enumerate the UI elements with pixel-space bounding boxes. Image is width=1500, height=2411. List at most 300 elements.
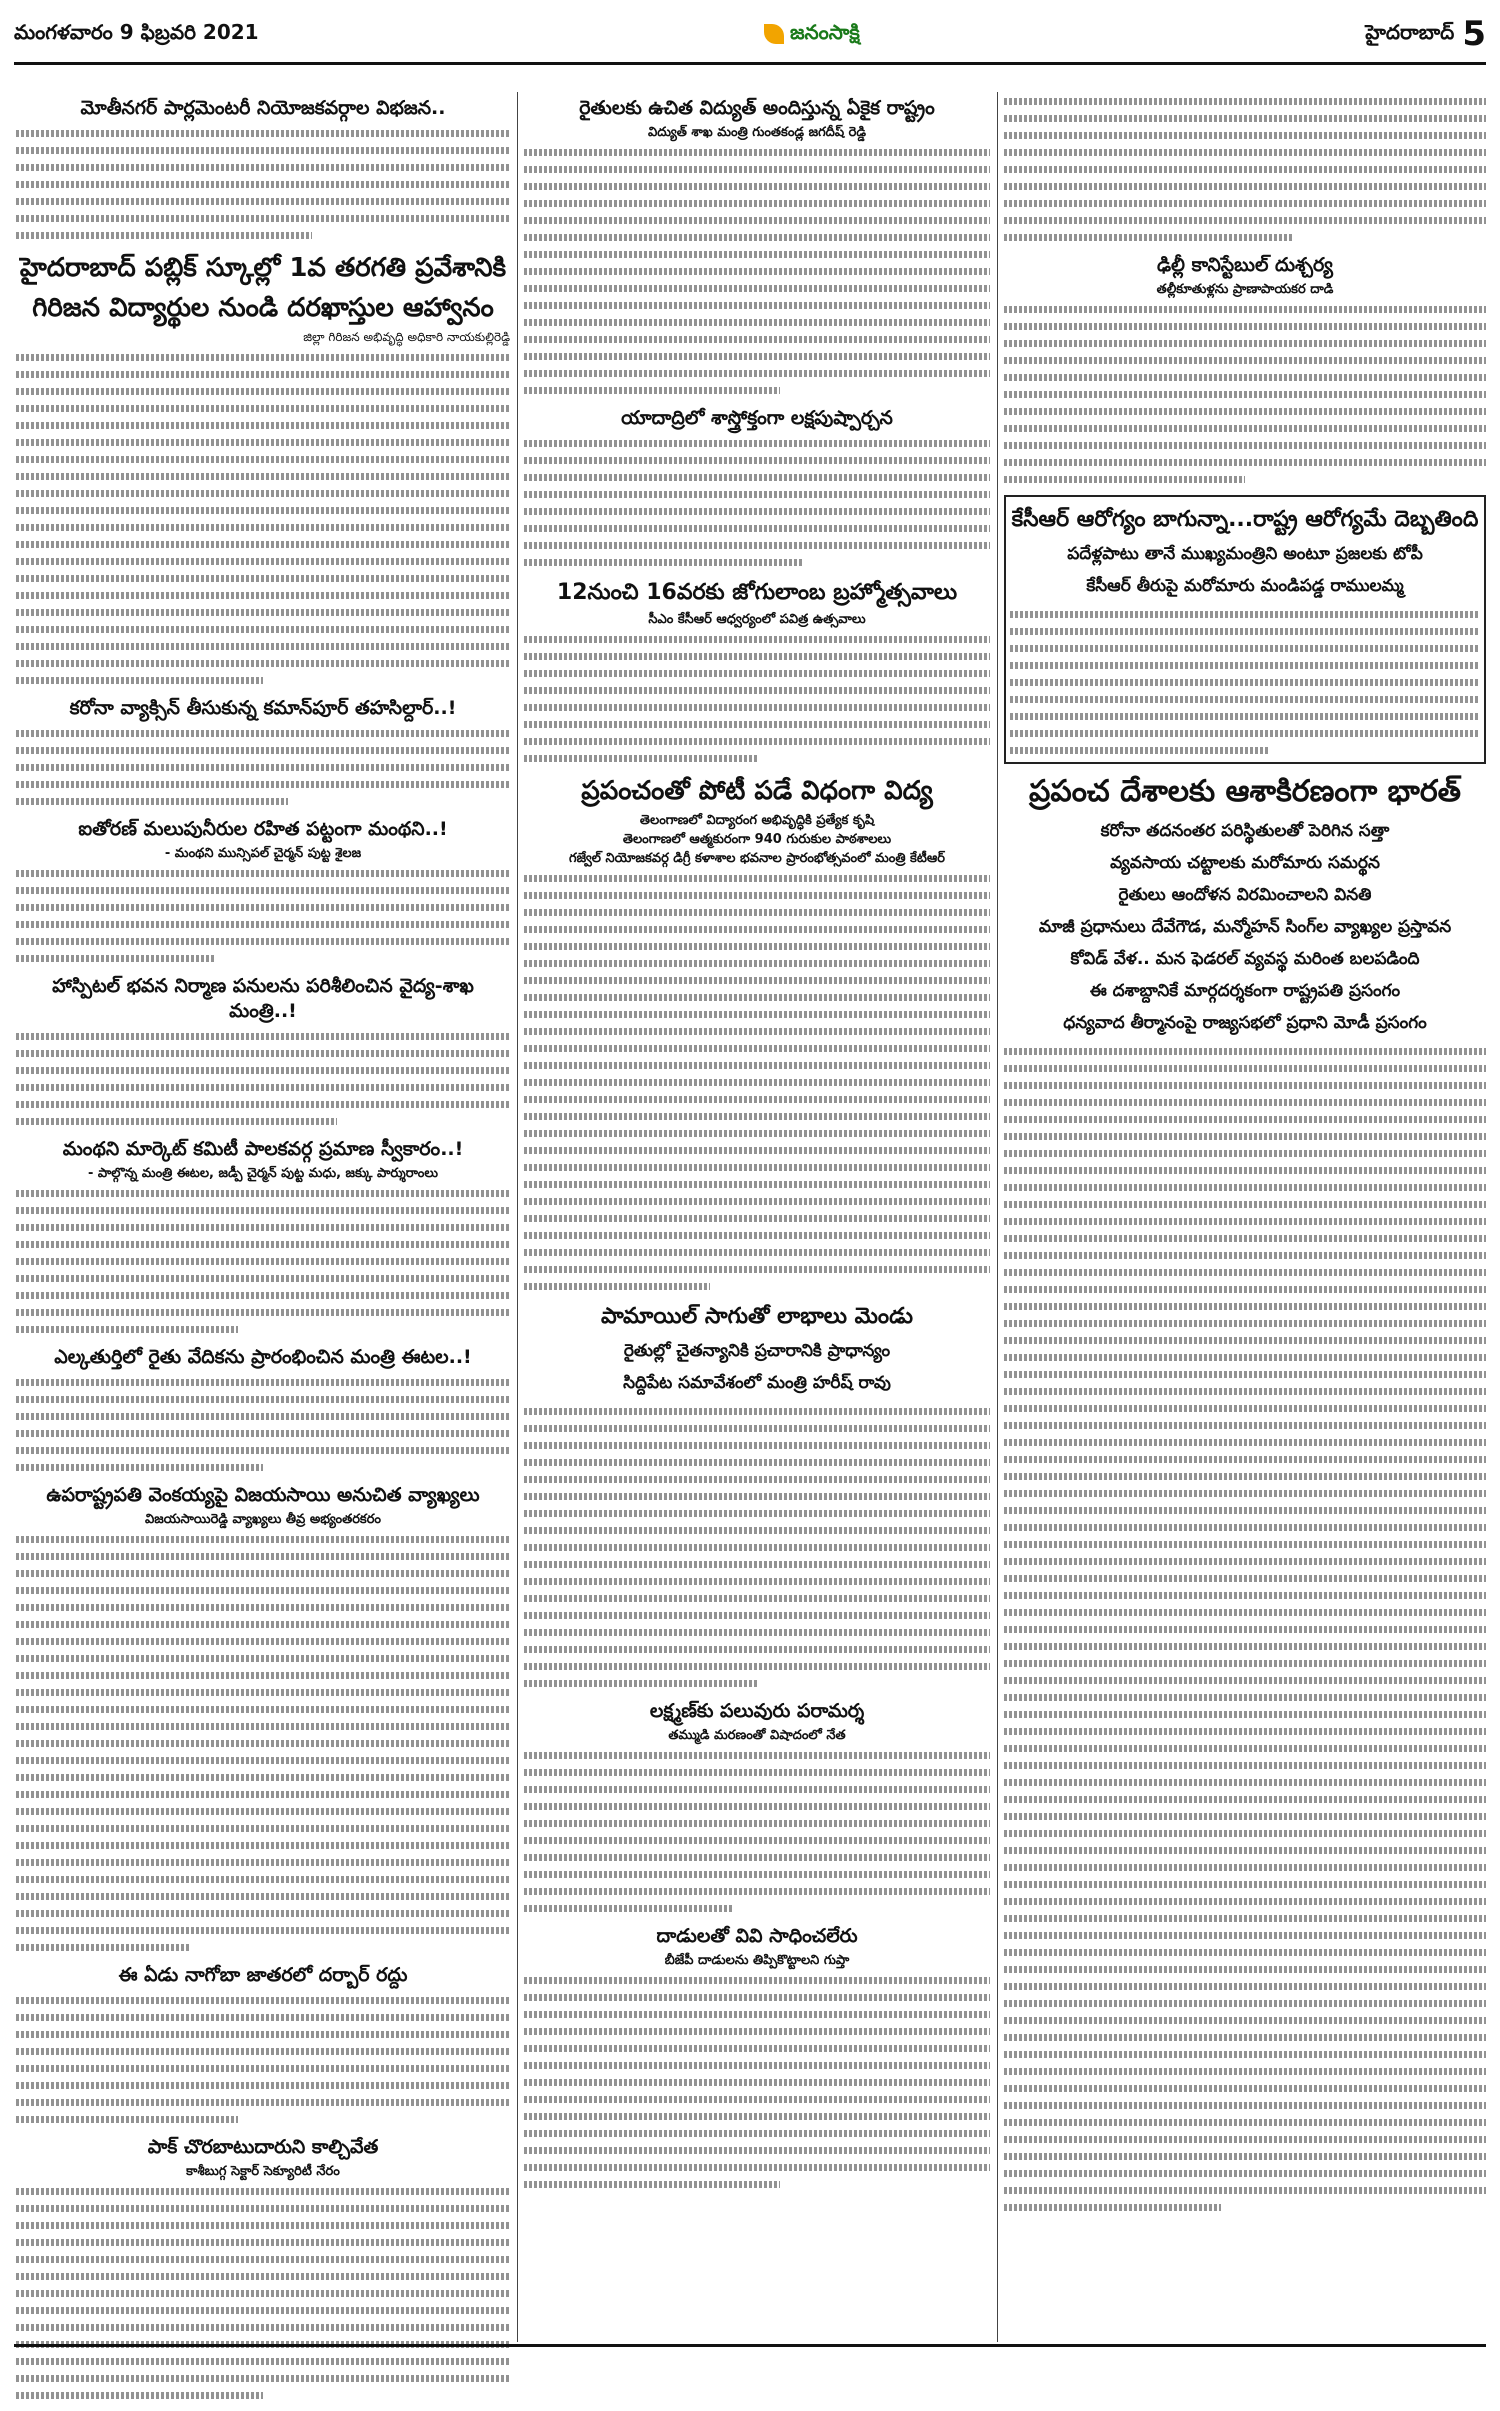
story [16, 1963, 510, 2127]
body-text-line [1004, 334, 1486, 351]
deck-line: ధన్యవాద తీర్మానంపై రాజ్యసభలో ప్రధాని మోడీ ప్రసంగం [1063, 1013, 1427, 1033]
body-text-line [524, 2073, 990, 2090]
body-text-line [16, 1530, 510, 1547]
body-text-line [1004, 1195, 1486, 1212]
story-headline: రైతులకు ఉచిత విద్యుత్ అందిస్తున్న ఏకైక రాష్ట్రం [579, 97, 935, 119]
body-text-line [1010, 707, 1480, 724]
body-text-line [524, 451, 990, 468]
body-text-line [16, 569, 510, 586]
body-text-line [524, 1402, 990, 1419]
story [16, 1137, 510, 1337]
body-text-line [1004, 2045, 1486, 2062]
story-headline: హాస్పిటల్ భవన నిర్మాణ పనులను పరిశీలించిన వైద్య-శాఖ మంత్రి..! [52, 975, 474, 1022]
body-text-line [16, 1870, 510, 1887]
body-text-line [1004, 402, 1486, 419]
story [16, 1345, 510, 1475]
body-text-line [1004, 1994, 1486, 2011]
body-text-line [1004, 1246, 1486, 1263]
body-text-line [524, 971, 990, 988]
body-text-line [524, 1277, 710, 1294]
body-text-line [524, 160, 990, 177]
body-text-line [16, 209, 510, 226]
body-text-line [1010, 673, 1480, 690]
story-headline: లక్ష్మణ్‌కు పలువురు పరామర్శ [649, 1700, 865, 1722]
body-text-line [16, 1564, 510, 1581]
body-text-line [16, 467, 510, 484]
body-text-line [16, 1734, 510, 1751]
body-text-line [16, 792, 288, 809]
story-subhead: విజయసాయిరెడ్డి వ్యాఖ్యలు తీవ్ర అభ్యంతరకరం [145, 1512, 381, 1527]
body-text-line [1004, 1824, 1486, 1841]
body-text-line [16, 1441, 510, 1458]
body-text-line [16, 637, 510, 654]
edition-name: హైదరాబాద్ [1365, 19, 1455, 44]
body-text-line [524, 1141, 990, 1158]
body-text-line [16, 881, 510, 898]
body-text-line [524, 1882, 990, 1899]
body-text-line [16, 1112, 337, 1129]
footer-rule [14, 2344, 1486, 2347]
story [524, 774, 990, 1294]
body-text-line [16, 416, 510, 433]
body-text-line [16, 433, 510, 450]
body-text-line [524, 468, 990, 485]
body-text-line [16, 1615, 510, 1632]
body-text-line [1004, 1569, 1486, 1586]
story-deck: సిద్దిపేట సమావేశంలో మంత్రి హరీష్ రావు [623, 1373, 891, 1393]
paper-logo [764, 20, 860, 49]
body-text-line [1004, 1059, 1486, 1076]
body-text-line [1004, 1518, 1486, 1535]
body-text-line [16, 1218, 510, 1235]
body-text-line [16, 2110, 238, 2127]
body-text-line [16, 348, 510, 365]
story-subhead: కాశీబుగ్గ సెక్టార్ సెక్యూరిటీ నేరం [186, 2164, 340, 2179]
body-text-line [524, 1419, 990, 1436]
body-text-line [16, 158, 510, 175]
body-text-line [524, 647, 990, 664]
story-headline: ఢిల్లీ కానిస్టేబుల్ దుశ్చర్య [1156, 254, 1333, 276]
story-subhead: తెలంగాణలో విద్యారంగ అభివృద్ధికి ప్రత్యేక కృషి [639, 813, 875, 828]
body-text-line [1010, 656, 1480, 673]
story-headline: దాడులతో వివి సాధించలేరు [656, 1925, 858, 1947]
body-text-line [524, 1763, 990, 1780]
body-text-line [524, 664, 990, 681]
column-2 [524, 92, 990, 2200]
body-text-line [1010, 741, 1269, 758]
body-text-line [1004, 1127, 1486, 1144]
body-text-line [524, 1022, 990, 1039]
story-subhead: - పాల్గొన్న మంత్రి ఈటల, జడ్పీ చైర్మన్ పుట్ట మధు, జక్కు పార్శురాంలు [87, 1166, 439, 1181]
body-text-line [16, 586, 510, 603]
lead-headline: ప్రపంచ దేశాలకు ఆశాకిరణంగా భారత్ [1029, 774, 1461, 809]
logo-leaf-icon [764, 24, 784, 44]
body-text-line [16, 2284, 510, 2301]
body-text-line [1004, 1467, 1486, 1484]
body-text-line [1004, 470, 1245, 487]
story-headline: కేసీఆర్ ఆరోగ్యం బాగున్నా...రాష్ట్ర ఆరోగ్యమే దెబ్బతింది [1011, 507, 1479, 532]
body-text-line [16, 2182, 510, 2199]
body-text-line [1004, 351, 1486, 368]
body-text-line [524, 228, 990, 245]
story-subhead: సీఎం కేసీఆర్ ఆధ్వర్యంలో పవిత్ర ఉత్సవాలు [648, 612, 866, 627]
story [16, 817, 510, 966]
body-text-line [16, 2386, 263, 2403]
body-text-line [524, 715, 990, 732]
body-text-line [1004, 1875, 1486, 1892]
body-text-line [16, 1184, 510, 1201]
body-text-line [524, 1453, 990, 1470]
body-text-line [1004, 1076, 1486, 1093]
body-text-line [16, 141, 510, 158]
body-text-line [16, 1632, 510, 1649]
body-text-line [16, 2008, 510, 2025]
body-text-line [524, 1158, 990, 1175]
body-text-line [1010, 690, 1480, 707]
body-text-line [524, 1436, 990, 1453]
body-text-line [524, 1971, 990, 1988]
body-text-line [524, 698, 990, 715]
body-text-line [16, 501, 510, 518]
body-text-line [1004, 1212, 1486, 1229]
body-text-line [524, 1555, 990, 1572]
body-text-line [524, 1209, 990, 1226]
body-text-line [16, 1683, 510, 1700]
body-text-line [16, 1252, 510, 1269]
story-deck: కేసీఆర్ తీరుపై మరోమారు మండిపడ్డ రాములమ్మ [1086, 576, 1404, 596]
body-text-line [16, 124, 510, 141]
body-text-line [524, 2005, 990, 2022]
body-text-line [1004, 1756, 1486, 1773]
body-text-line [16, 1666, 510, 1683]
body-text-line [16, 864, 510, 881]
body-text-line [1004, 300, 1486, 317]
body-text-line [16, 1991, 510, 2008]
deck-line: వ్యవసాయ చట్టాలకు మరోమారు సమర్థన [1110, 853, 1380, 873]
deck-line: మాజీ ప్రధానులు దేవేగౌడ, మన్మోహన్ సింగ్‌ల వ్యాఖ్యల ప్రస్తావన [1038, 917, 1452, 937]
body-text-line [16, 399, 510, 416]
body-text-line [1004, 1399, 1486, 1416]
story-subhead: గజ్వేల్ నియోజకవర్గ డిగ్రీ కళాశాల భవనాల ప్రారంభోత్సవంలో మంత్రి కేటీఆర్ [569, 851, 945, 866]
body-text-line [1004, 436, 1486, 453]
body-text-line [1004, 1960, 1486, 1977]
body-text-line [1004, 194, 1486, 211]
body-text-line [1004, 2147, 1486, 2164]
body-text-line [524, 1487, 990, 1504]
body-text-line [16, 775, 510, 792]
body-text-line [524, 1124, 990, 1141]
body-text-line [1004, 1280, 1486, 1297]
body-text-line [16, 1717, 510, 1734]
body-text-line [1004, 1552, 1486, 1569]
body-text-line [16, 1853, 510, 1870]
body-text-line [16, 2318, 510, 2335]
body-text-line [524, 920, 990, 937]
body-text-line [16, 915, 510, 932]
body-text-line [524, 1504, 990, 1521]
body-text-line [16, 192, 510, 209]
body-text-line [524, 177, 990, 194]
body-text-line [1004, 1739, 1486, 1756]
body-text-line [16, 741, 510, 758]
story [524, 1302, 990, 1691]
body-text-line [1004, 1926, 1486, 1943]
body-text-line [1004, 1654, 1486, 1671]
story [1004, 253, 1486, 487]
body-text-line [1010, 605, 1480, 622]
body-text-line [524, 1899, 734, 1916]
body-text-line [1004, 1909, 1486, 1926]
story [1004, 92, 1486, 245]
body-text-line [524, 211, 990, 228]
body-text-line [524, 296, 990, 313]
masthead-rule [14, 62, 1486, 65]
lead-deck [1004, 818, 1486, 1036]
body-text-line [1004, 1807, 1486, 1824]
body-text-line [16, 2025, 510, 2042]
body-text-line [16, 1424, 510, 1441]
body-text-line [524, 1674, 757, 1691]
body-text-line [1004, 1433, 1486, 1450]
body-text-line [1004, 1637, 1486, 1654]
body-text-line [1004, 1603, 1486, 1620]
body-text-line [524, 1470, 990, 1487]
body-text-line [1004, 317, 1486, 334]
story-headline: మోతీనగర్ పార్లమెంటరీ నియోజకవర్గాల విభజన.. [80, 97, 446, 119]
body-text-line [1010, 622, 1480, 639]
issue-date: మంగళవారం 9 ఫిబ్రవరి 2021 [14, 19, 259, 44]
story [16, 251, 510, 688]
body-text-line [1004, 92, 1486, 109]
story-subhead: బీజేపీ దాడులను తిప్పికొట్టాలని గుప్తా [664, 1953, 850, 1968]
body-text-line [524, 1521, 990, 1538]
body-text-line [524, 1056, 990, 1073]
story-subhead: తల్లీకూతుళ్లను ప్రాణాపాయకర దాడి [1156, 282, 1334, 297]
body-text-line [16, 450, 510, 467]
story-headline: ఎల్కతుర్తిలో రైతు వేదికను ప్రారంభించిన మంత్రి ఈటల..! [54, 1346, 472, 1368]
body-text-line [16, 2199, 510, 2216]
body-text-line [16, 932, 510, 949]
body-text-line [1004, 453, 1486, 470]
body-text-line [16, 175, 510, 192]
story-headline: 12నుంచి 16వరకు జోగులాంబ బ్రహ్మోత్సవాలు [556, 580, 958, 605]
story-headline: ఈ ఏడు నాగోబా జాతరలో దర్బార్ రద్దు [118, 1964, 408, 1986]
body-text-line [16, 2076, 510, 2093]
story-boxed [1004, 495, 1486, 764]
body-text-line [16, 226, 312, 243]
body-text-line [16, 1095, 510, 1112]
body-text-line [1004, 1348, 1486, 1365]
body-text-line [1010, 724, 1480, 741]
body-text-line [1004, 1484, 1486, 1501]
body-text-line [16, 1027, 510, 1044]
body-text-line [16, 2042, 510, 2059]
body-text-line [16, 1269, 510, 1286]
body-text-line [1004, 2096, 1486, 2113]
body-text-line [16, 1904, 510, 1921]
body-text-line [1004, 385, 1486, 402]
body-text-line [1004, 1365, 1486, 1382]
body-text-line [1004, 1977, 1486, 1994]
body-text-line [524, 2124, 990, 2141]
body-text-line [16, 1078, 510, 1095]
body-text-line [1004, 1586, 1486, 1603]
body-text-line [1004, 1688, 1486, 1705]
body-text-line [16, 1836, 510, 1853]
body-text-line [1004, 1144, 1486, 1161]
body-text-line [16, 1921, 510, 1938]
body-text-line [524, 434, 990, 451]
body-text-line [1004, 1297, 1486, 1314]
body-text-line [16, 1373, 510, 1390]
body-text-line [16, 1407, 510, 1424]
body-text-line [16, 1598, 510, 1615]
body-text-line [524, 886, 990, 903]
page-number: 5 [1462, 14, 1486, 54]
story-headline: మంథని మార్కెట్ కమిటీ పాలకవర్గ ప్రమాణ స్వీకారం..! [62, 1138, 464, 1160]
body-text-line [1004, 1841, 1486, 1858]
deck-line: రైతులు ఆందోళన విరమించాలని వినతి [1118, 885, 1372, 905]
body-text-line [524, 1107, 990, 1124]
body-text-line [16, 898, 510, 915]
body-text-line [16, 518, 510, 535]
body-text-line [16, 1819, 510, 1836]
body-text-line [524, 194, 990, 211]
story-headline: ఐతోరణ్ మలుపునీరుల రహిత పట్టంగా మంథని..! [78, 818, 448, 840]
body-text-line [16, 552, 510, 569]
body-text-line [524, 903, 990, 920]
body-text-line [1004, 2198, 1221, 2215]
body-text-line [1004, 1110, 1486, 1127]
body-text-line [524, 732, 990, 749]
body-text-line [16, 535, 510, 552]
story-headline: ఉపరాష్ట్రపతి వెంకయ్యపై విజయసాయి అనుచిత వ్యాఖ్యలు [46, 1484, 480, 1506]
body-text-line [16, 2369, 510, 2386]
body-text-line [16, 484, 510, 501]
body-text-line [1004, 143, 1486, 160]
body-text-line [1004, 1450, 1486, 1467]
body-text-line [1004, 1263, 1486, 1280]
body-text-line [524, 2039, 990, 2056]
body-text-line [524, 1848, 990, 1865]
body-text-line [1004, 1773, 1486, 1790]
body-text-line [1004, 1093, 1486, 1110]
column-3 [1004, 92, 1486, 2223]
body-text-line [524, 262, 990, 279]
body-text-line [524, 502, 990, 519]
body-text-line [1004, 160, 1486, 177]
body-text-line [1004, 1416, 1486, 1433]
body-text-line [1004, 1382, 1486, 1399]
body-text-line [1004, 177, 1486, 194]
body-text-line [524, 630, 990, 647]
body-text-line [524, 681, 990, 698]
body-text-line [1004, 1620, 1486, 1637]
body-text-line [16, 1547, 510, 1564]
story [524, 96, 990, 398]
story [16, 1483, 510, 1955]
body-text-line [1004, 1178, 1486, 1195]
deck-line: ఈ దశాబ్దానికే మార్గదర్శకంగా రాష్ట్రపతి ప్రసంగం [1089, 981, 1401, 1001]
deck-line: కోవిడ్ వేళ.. మన ఫెడరల్ వ్యవస్థ మరింత బలపడింది [1070, 949, 1420, 969]
body-text-line [16, 2059, 510, 2076]
story [16, 974, 510, 1129]
body-text-line [16, 1802, 510, 1819]
body-text-line [524, 553, 804, 570]
body-text-line [524, 1260, 990, 1277]
body-text-line [16, 1751, 510, 1768]
masthead [14, 14, 1486, 54]
body-text-line [524, 1746, 990, 1763]
story [524, 406, 990, 570]
body-text-line [16, 1768, 510, 1785]
body-text-line [16, 1458, 263, 1475]
body-text-line [524, 1865, 990, 1882]
story-subhead: తెలంగాణలో ఆత్మకురంగా 940 గురుకుల పాఠశాలలు [622, 832, 892, 847]
body-text-line [524, 536, 990, 553]
story-subhead: విద్యుత్ శాఖ మంత్రి గుంతకండ్ల జగదీష్ రెడ్డి [648, 125, 866, 140]
body-text-line [1004, 1892, 1486, 1909]
body-text-line [1004, 1161, 1486, 1178]
story-headline: హైదరాబాద్ పబ్లిక్ స్కూల్లో 1వ తరగతి ప్రవేశానికి [19, 253, 507, 283]
body-text-line [16, 2267, 510, 2284]
body-text-line [524, 937, 990, 954]
body-text-line [16, 1320, 238, 1337]
body-text-line [524, 245, 990, 262]
body-text-line [1004, 2164, 1486, 2181]
body-text-line [1004, 368, 1486, 385]
body-text-line [16, 1235, 510, 1252]
body-text-line [16, 1649, 510, 1666]
body-text-line [524, 1814, 990, 1831]
body-text-line [16, 1286, 510, 1303]
story-byline: జిల్లా గిరిజన అభివృద్ధి అధికారి నాయకుల్లిరెడ్డి [303, 330, 510, 344]
body-text-line [524, 313, 990, 330]
body-text-line [1004, 109, 1486, 126]
body-text-line [1004, 1535, 1486, 1552]
body-text-line [524, 1090, 990, 1107]
body-text-line [524, 1192, 990, 1209]
body-text-line [16, 1061, 510, 1078]
story [524, 1924, 990, 2192]
body-text-line [16, 2093, 510, 2110]
body-text-line [524, 2158, 990, 2175]
story-subhead: తమ్ముడి మరణంతో విషాదంలో నేత [668, 1728, 846, 1743]
body-text-line [524, 2056, 990, 2073]
column-divider [517, 92, 518, 2342]
body-text-line [1004, 1790, 1486, 1807]
story-headline: పాక్ చొరబాటుదారుని కాల్చివేత [147, 2136, 379, 2158]
story [524, 1699, 990, 1916]
story-headline: పామాయిల్ సాగుతో లాభాలు మెండు [601, 1304, 913, 1329]
body-text-line [524, 1797, 990, 1814]
story-headline: కరోనా వ్యాక్సిన్ తీసుకున్న కమాన్‌పూర్ తహసిల్దార్..! [69, 697, 457, 719]
body-text-line [1010, 639, 1480, 656]
body-text-line [524, 749, 757, 766]
body-text-line [16, 2301, 510, 2318]
deck-line: కరోనా తదనంతర పరిస్థితులతో పెరిగిన సత్తా [1100, 821, 1390, 841]
body-text-line [16, 1887, 510, 1904]
body-text-line [524, 1073, 990, 1090]
body-text-line [1004, 419, 1486, 436]
body-text-line [524, 1005, 990, 1022]
body-text-line [524, 1831, 990, 1848]
body-text-line [1004, 2028, 1486, 2045]
body-text-line [524, 1589, 990, 1606]
body-text-line [524, 1226, 990, 1243]
body-text-line [524, 1640, 990, 1657]
body-text-line [524, 2090, 990, 2107]
